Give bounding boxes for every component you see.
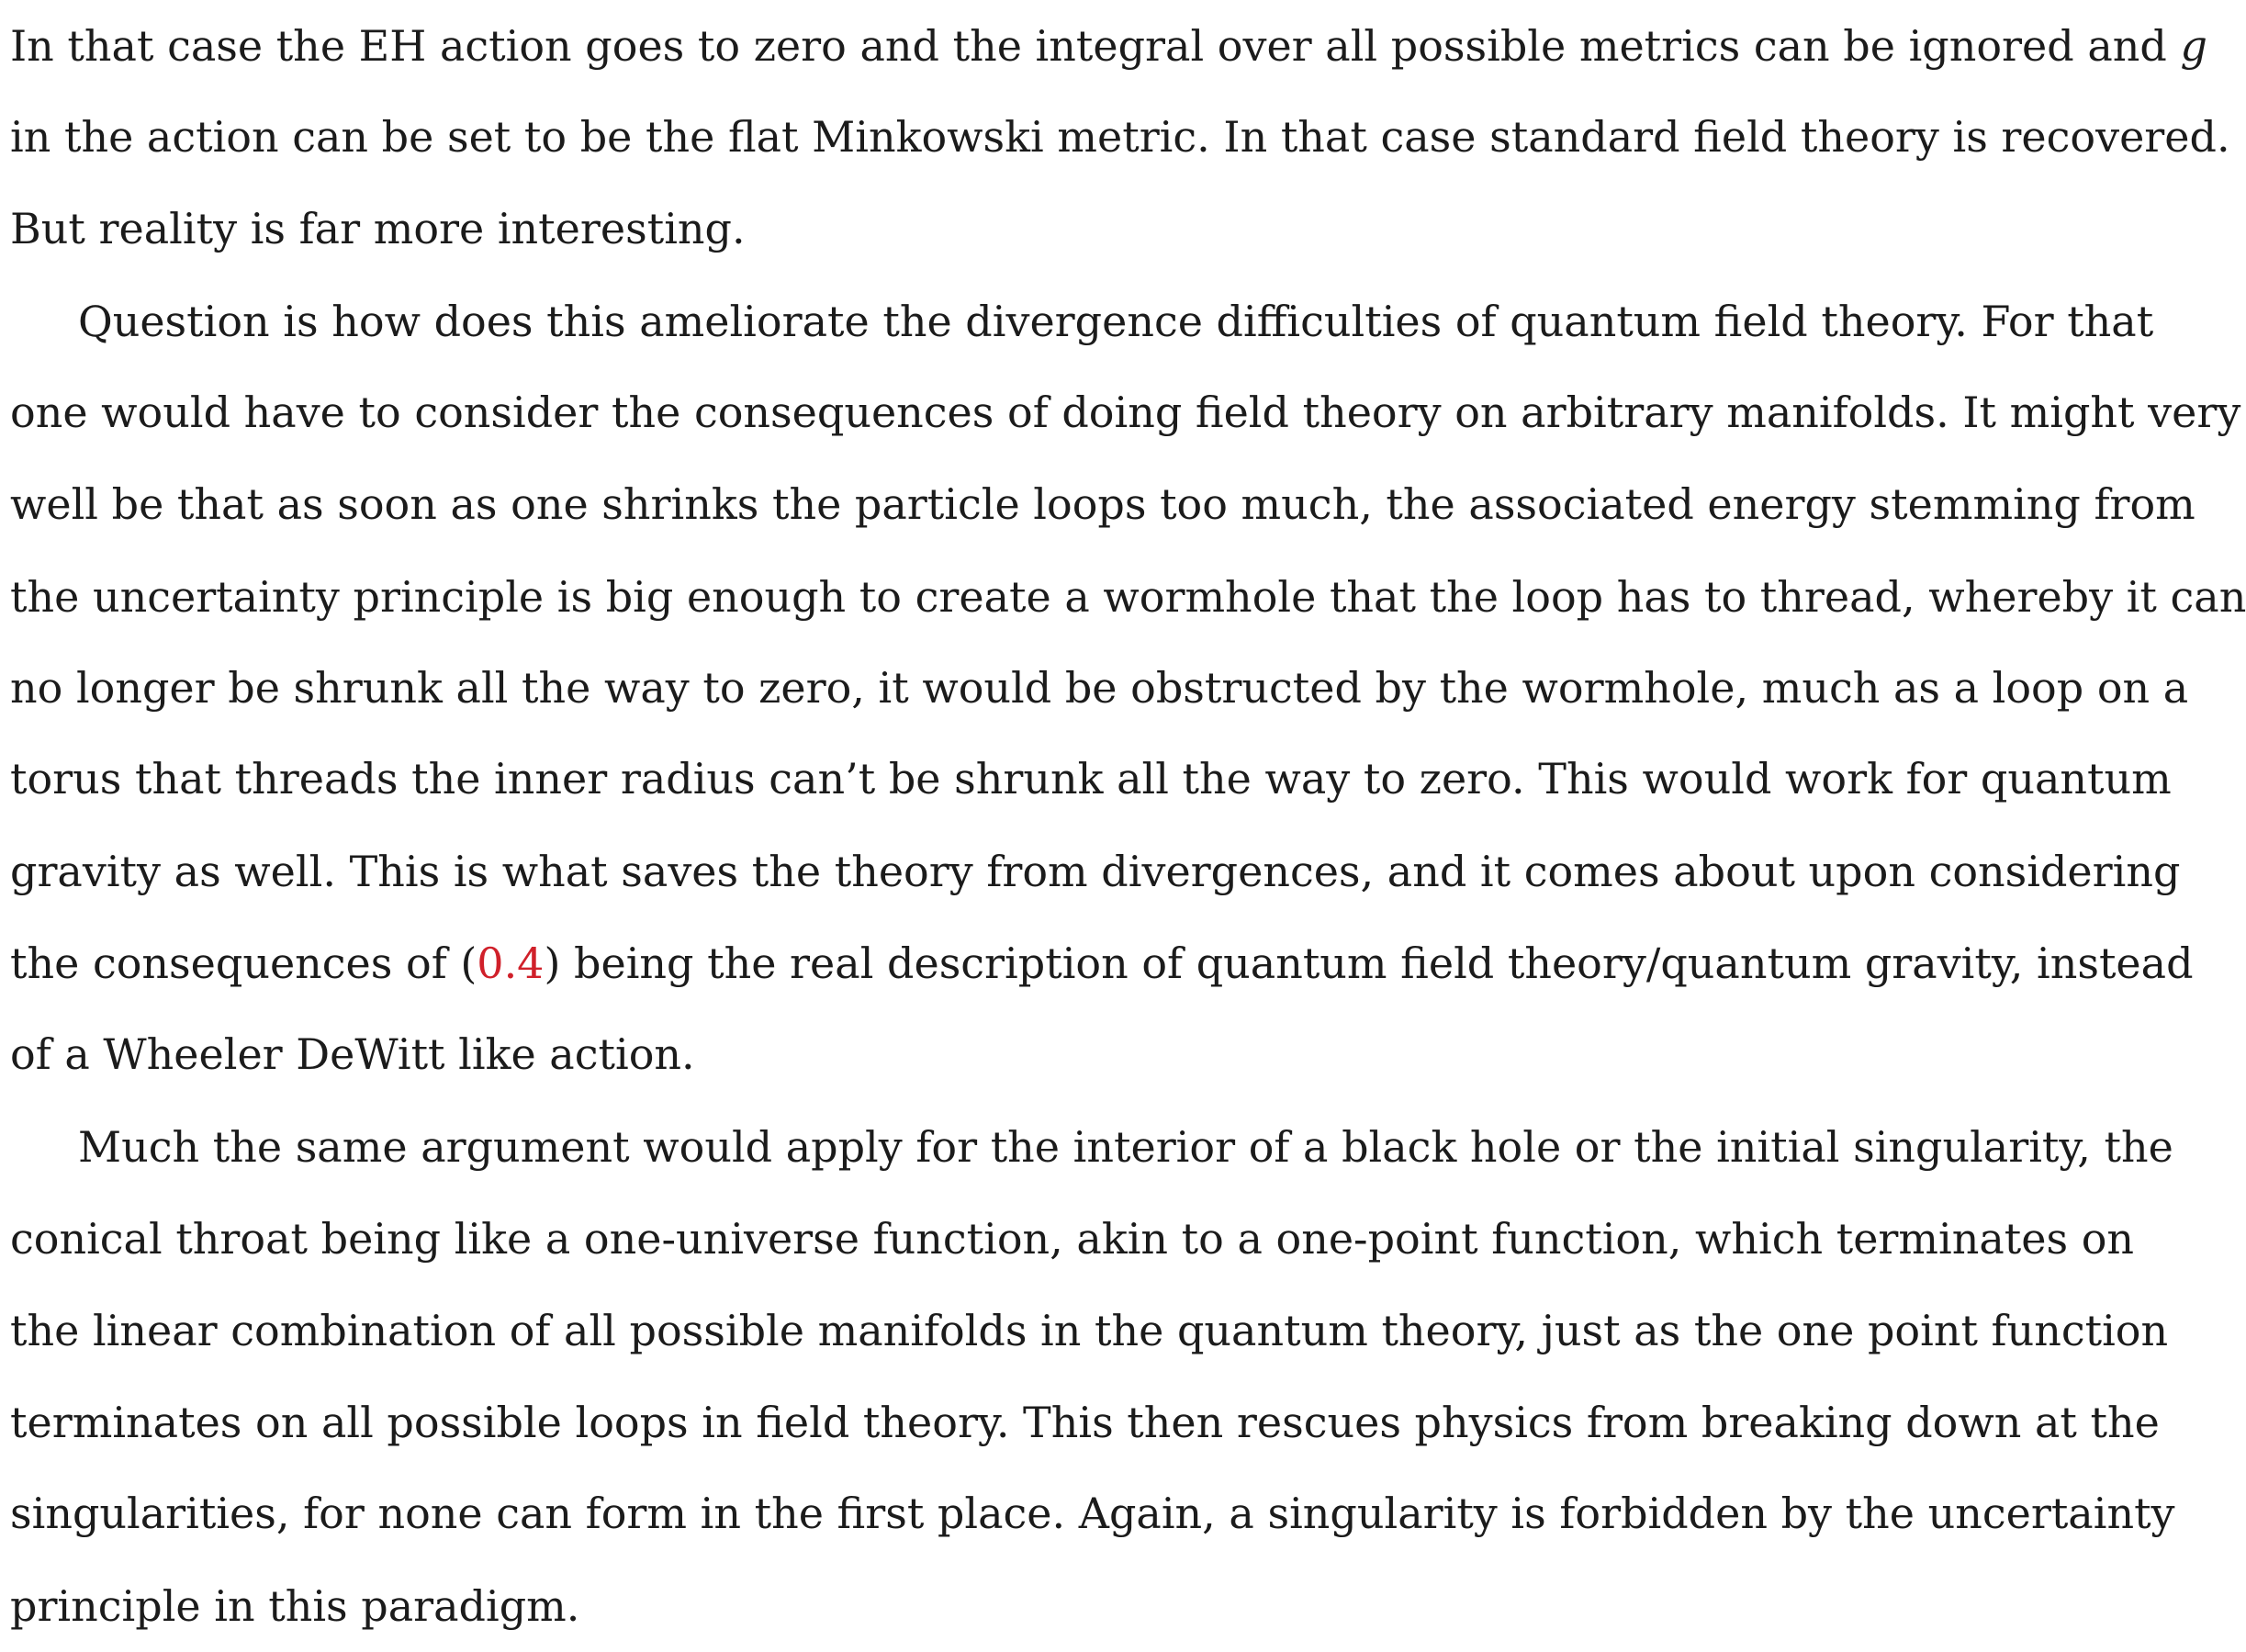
paragraph-3-line-2: conical throat being like a one-universe function, akin to a one-point function, which terminates on	[10, 1213, 2135, 1264]
paragraph-2-line-9: of a Wheeler DeWitt like action.	[10, 1029, 695, 1080]
line-text: In that case the EH action goes to zero and the integral over all possible metrics can be ignored and	[10, 21, 2167, 71]
line-text-after-ref: ) being the real description of quantum field theory/quantum gravity, instead	[544, 938, 2194, 988]
paragraph-2-line-7: gravity as well. This is what saves the theory from divergences, and it comes about upon considering	[10, 847, 2181, 897]
paragraph-2-line-2: one would have to consider the consequences of doing field theory on arbitrary manifolds. It might very	[10, 388, 2241, 438]
paragraph-2-line-1: Question is how does this ameliorate the divergence difficulties of quantum field theory. For that	[78, 296, 2154, 346]
line-text-before-ref: the consequences of (	[10, 938, 477, 988]
paragraph-2-line-5: no longer be shrunk all the way to zero, it would be obstructed by the wormhole, much as a loop on a	[10, 663, 2189, 714]
paragraph-3-line-1: Much the same argument would apply for the interior of a black hole or the initial singularity, the	[78, 1122, 2173, 1173]
paragraph-1-line-2: in the action can be set to be the flat Minkowski metric. In that case standard field theory is recovered.	[10, 112, 2230, 163]
paragraph-2-line-4: the uncertainty principle is big enough to create a wormhole that the loop has to thread, whereby it can	[10, 571, 2246, 622]
paragraph-2-line-3: well be that as soon as one shrinks the particle loops too much, the associated energy stemming from	[10, 478, 2195, 529]
paragraph-3-line-5: singularities, for none can form in the first place. Again, a singularity is forbidden by the uncertainty	[10, 1489, 2175, 1539]
paragraph-1-line-3: But reality is far more interesting.	[10, 203, 746, 253]
equation-reference-link[interactable]: 0.4	[477, 938, 545, 988]
paragraph-3-line-4: terminates on all possible loops in field theory. This then rescues physics from breaking down at the	[10, 1397, 2160, 1447]
paragraph-2-line-6: torus that threads the inner radius can’t be shrunk all the way to zero. This would work for quantum	[10, 754, 2172, 804]
paragraph-3-line-3: the linear combination of all possible manifolds in the quantum theory, just as the one point function	[10, 1306, 2169, 1356]
metric-symbol-g: g	[2180, 21, 2207, 71]
paragraph-3-line-6: principle in this paradigm.	[10, 1581, 580, 1632]
paragraph-1-line-1	[10, 0, 2207, 92]
paragraph-2-line-8	[10, 917, 2194, 1009]
